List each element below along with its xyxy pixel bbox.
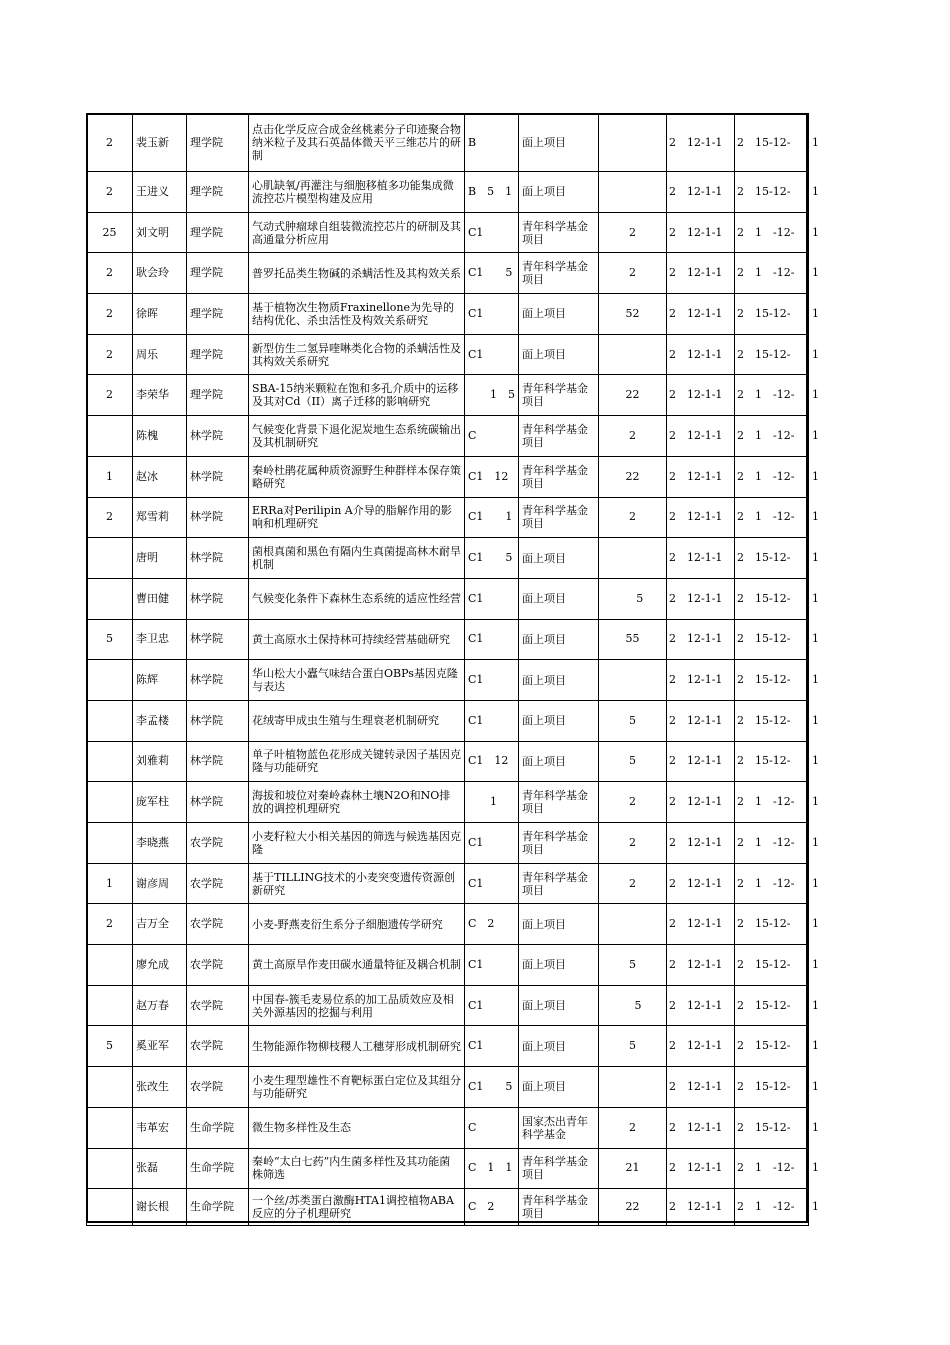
category-code: 1 [465, 782, 519, 823]
overflow-digit: 1 [812, 306, 819, 320]
applicant-name: 刘文明 [133, 212, 187, 253]
project-type: 面上项目 [519, 1067, 599, 1108]
funding-amount: 2 [599, 863, 667, 904]
project-title: SBA-15纳米颗粒在饱和多孔介质中的运移及其对Cd（II）离子迁移的影响研究 [249, 375, 465, 416]
start-date: 2 12-1-1 [667, 253, 735, 294]
funding-amount: 5 [599, 1026, 667, 1067]
overflow-digit: 1 [812, 835, 819, 849]
category-code: C1 [465, 1026, 519, 1067]
category-code: C1 [465, 700, 519, 741]
overflow-digit: 1 [812, 1200, 819, 1214]
overflow-digit: 1 [812, 998, 819, 1012]
applicant-name: 谢长根 [133, 1189, 187, 1226]
college-name: 理学院 [187, 294, 249, 335]
project-type: 青年科学基金项目 [519, 782, 599, 823]
project-type: 青年科学基金项目 [519, 456, 599, 497]
table-row [87, 114, 809, 172]
row-number [87, 782, 133, 823]
end-date: 2 1 -12- [735, 416, 809, 457]
overflow-digit: 1 [812, 795, 819, 809]
project-type: 青年科学基金项目 [519, 416, 599, 457]
college-name: 林学院 [187, 741, 249, 782]
applicant-name: 张改生 [133, 1067, 187, 1108]
project-title: ERRa对Perilipin A介导的脂解作用的影响和机理研究 [249, 497, 465, 538]
applicant-name: 裴玉新 [133, 114, 187, 172]
table-row [87, 294, 809, 335]
overflow-digit: 1 [812, 1161, 819, 1175]
row-number [87, 1067, 133, 1108]
overflow-digit: 1 [812, 917, 819, 931]
start-date: 2 12-1-1 [667, 1148, 735, 1189]
category-code: C1 [465, 823, 519, 864]
row-number [87, 1148, 133, 1189]
category-code: C 2 [465, 1189, 519, 1226]
row-number: 25 [87, 212, 133, 253]
funding-amount: 2 [599, 782, 667, 823]
overflow-digit: 1 [812, 632, 819, 646]
end-date: 2 15-12- [735, 660, 809, 701]
category-code: C1 12 [465, 456, 519, 497]
end-date: 2 1 -12- [735, 782, 809, 823]
start-date: 2 12-1-1 [667, 904, 735, 945]
applicant-name: 耿会玲 [133, 253, 187, 294]
funding-amount: 52 [599, 294, 667, 335]
project-table [86, 113, 809, 1226]
category-code: 1 5 [465, 375, 519, 416]
category-code: C1 1 [465, 497, 519, 538]
funding-amount [599, 538, 667, 579]
table-row [87, 1067, 809, 1108]
table-row [87, 945, 809, 986]
start-date: 2 12-1-1 [667, 1107, 735, 1148]
row-number [87, 700, 133, 741]
funding-amount [599, 660, 667, 701]
funding-amount: 2 [599, 212, 667, 253]
start-date: 2 12-1-1 [667, 945, 735, 986]
funding-amount: 5 [599, 985, 667, 1026]
overflow-digit: 1 [812, 1120, 819, 1134]
applicant-name: 韦革宏 [133, 1107, 187, 1148]
table-row [87, 1026, 809, 1067]
college-name: 理学院 [187, 334, 249, 375]
funding-amount [599, 172, 667, 213]
end-date: 2 1 -12- [735, 375, 809, 416]
row-number: 2 [87, 114, 133, 172]
category-code: C [465, 416, 519, 457]
funding-amount: 2 [599, 823, 667, 864]
funding-amount: 5 [599, 700, 667, 741]
overflow-digit: 1 [812, 388, 819, 402]
project-title: 气候变化条件下森林生态系统的适应性经营 [249, 578, 465, 619]
applicant-name: 陈槐 [133, 416, 187, 457]
applicant-name: 徐晖 [133, 294, 187, 335]
college-name: 林学院 [187, 700, 249, 741]
project-type: 面上项目 [519, 985, 599, 1026]
college-name: 林学院 [187, 660, 249, 701]
project-type: 面上项目 [519, 945, 599, 986]
overflow-digit: 1 [812, 957, 819, 971]
end-date: 2 15-12- [735, 741, 809, 782]
table-row [87, 1189, 809, 1226]
table-row [87, 416, 809, 457]
table-row [87, 1148, 809, 1189]
project-title: 黄土高原旱作麦田碳水通量特征及耦合机制 [249, 945, 465, 986]
project-title: 普罗托品类生物碱的杀螨活性及其构效关系 [249, 253, 465, 294]
category-code: C1 [465, 863, 519, 904]
table-row [87, 578, 809, 619]
project-title: 微生物多样性及生态 [249, 1107, 465, 1148]
college-name: 农学院 [187, 1067, 249, 1108]
applicant-name: 曹田健 [133, 578, 187, 619]
end-date: 2 15-12- [735, 114, 809, 172]
applicant-name: 李晓燕 [133, 823, 187, 864]
applicant-name: 赵万春 [133, 985, 187, 1026]
start-date: 2 12-1-1 [667, 172, 735, 213]
row-number [87, 741, 133, 782]
project-type: 国家杰出青年科学基金 [519, 1107, 599, 1148]
start-date: 2 12-1-1 [667, 1189, 735, 1226]
table-row [87, 700, 809, 741]
project-title: 小麦籽粒大小相关基因的筛选与候选基因克隆 [249, 823, 465, 864]
funding-amount [599, 114, 667, 172]
row-number: 5 [87, 619, 133, 660]
project-type: 青年科学基金项目 [519, 253, 599, 294]
end-date: 2 1 -12- [735, 863, 809, 904]
row-number [87, 945, 133, 986]
project-title: 单子叶植物蓝色花形成关键转录因子基因克隆与功能研究 [249, 741, 465, 782]
applicant-name: 谢彦周 [133, 863, 187, 904]
start-date: 2 12-1-1 [667, 334, 735, 375]
project-type: 面上项目 [519, 660, 599, 701]
row-number [87, 1107, 133, 1148]
college-name: 理学院 [187, 253, 249, 294]
start-date: 2 12-1-1 [667, 985, 735, 1026]
table-row [87, 253, 809, 294]
project-title: 小麦生理型雄性不育靶标蛋白定位及其组分与功能研究 [249, 1067, 465, 1108]
applicant-name: 周乐 [133, 334, 187, 375]
row-number: 2 [87, 253, 133, 294]
start-date: 2 12-1-1 [667, 1026, 735, 1067]
college-name: 农学院 [187, 1026, 249, 1067]
start-date: 2 12-1-1 [667, 497, 735, 538]
table-row [87, 456, 809, 497]
start-date: 2 12-1-1 [667, 863, 735, 904]
end-date: 2 15-12- [735, 904, 809, 945]
row-number: 2 [87, 375, 133, 416]
start-date: 2 12-1-1 [667, 782, 735, 823]
project-title: 生物能源作物柳枝稷人工穗芽形成机制研究 [249, 1026, 465, 1067]
project-title: 基于植物次生物质Fraxinellone为先导的结构优化、杀虫活性及构效关系研究 [249, 294, 465, 335]
end-date: 2 15-12- [735, 1026, 809, 1067]
start-date: 2 12-1-1 [667, 456, 735, 497]
row-number [87, 823, 133, 864]
funding-amount: 22 [599, 456, 667, 497]
table-row [87, 823, 809, 864]
category-code: C1 [465, 619, 519, 660]
start-date: 2 12-1-1 [667, 660, 735, 701]
funding-amount: 5 [599, 578, 667, 619]
college-name: 生命学院 [187, 1148, 249, 1189]
end-date: 2 15-12- [735, 172, 809, 213]
applicant-name: 郑雪莉 [133, 497, 187, 538]
applicant-name: 李孟楼 [133, 700, 187, 741]
project-type: 青年科学基金项目 [519, 375, 599, 416]
row-number [87, 1189, 133, 1226]
funding-amount: 21 [599, 1148, 667, 1189]
project-title: 菌根真菌和黑色有隔内生真菌提高林木耐旱机制 [249, 538, 465, 579]
table-row [87, 172, 809, 213]
project-type: 面上项目 [519, 741, 599, 782]
table-row [87, 497, 809, 538]
start-date: 2 12-1-1 [667, 375, 735, 416]
funding-amount: 2 [599, 416, 667, 457]
category-code: C1 5 [465, 253, 519, 294]
college-name: 林学院 [187, 619, 249, 660]
table-row [87, 619, 809, 660]
applicant-name: 庞军柱 [133, 782, 187, 823]
applicant-name: 陈辉 [133, 660, 187, 701]
category-code: C 2 [465, 904, 519, 945]
category-code: C1 [465, 985, 519, 1026]
end-date: 2 15-12- [735, 619, 809, 660]
project-type: 面上项目 [519, 700, 599, 741]
table-row [87, 985, 809, 1026]
category-code: C1 [465, 212, 519, 253]
start-date: 2 12-1-1 [667, 538, 735, 579]
funding-amount: 5 [599, 741, 667, 782]
college-name: 生命学院 [187, 1189, 249, 1226]
row-number: 2 [87, 172, 133, 213]
row-number: 2 [87, 294, 133, 335]
row-number: 2 [87, 497, 133, 538]
table-row [87, 782, 809, 823]
project-title: 一个丝/苏类蛋白激酶HTA1调控植物ABA反应的分子机理研究 [249, 1189, 465, 1226]
row-number [87, 985, 133, 1026]
college-name: 农学院 [187, 985, 249, 1026]
end-date: 2 1 -12- [735, 1148, 809, 1189]
project-type: 青年科学基金项目 [519, 863, 599, 904]
applicant-name: 唐明 [133, 538, 187, 579]
start-date: 2 12-1-1 [667, 823, 735, 864]
applicant-name: 刘雅莉 [133, 741, 187, 782]
project-title: 点击化学反应合成金丝桃素分子印迹聚合物纳米粒子及其石英晶体微天平三维芯片的研制 [249, 114, 465, 172]
overflow-digit: 1 [812, 428, 819, 442]
funding-amount: 22 [599, 375, 667, 416]
funding-amount: 2 [599, 253, 667, 294]
project-type: 青年科学基金项目 [519, 823, 599, 864]
start-date: 2 12-1-1 [667, 114, 735, 172]
row-number [87, 578, 133, 619]
college-name: 农学院 [187, 904, 249, 945]
project-title: 海拔和坡位对秦岭森林土壤N2O和NO排放的调控机理研究 [249, 782, 465, 823]
funding-amount: 2 [599, 497, 667, 538]
overflow-digit: 1 [812, 266, 819, 280]
row-number: 5 [87, 1026, 133, 1067]
start-date: 2 12-1-1 [667, 741, 735, 782]
start-date: 2 12-1-1 [667, 700, 735, 741]
category-code: C1 5 [465, 538, 519, 579]
end-date: 2 1 -12- [735, 456, 809, 497]
college-name: 林学院 [187, 538, 249, 579]
overflow-digit: 1 [812, 876, 819, 890]
table-row [87, 904, 809, 945]
end-date: 2 1 -12- [735, 253, 809, 294]
category-code: C1 [465, 945, 519, 986]
college-name: 农学院 [187, 823, 249, 864]
project-title: 新型仿生二氢异喹啉类化合物的杀螨活性及其构效关系研究 [249, 334, 465, 375]
applicant-name: 赵冰 [133, 456, 187, 497]
end-date: 2 15-12- [735, 578, 809, 619]
end-date: 2 15-12- [735, 985, 809, 1026]
project-type: 青年科学基金项目 [519, 1189, 599, 1226]
overflow-digit: 1 [812, 469, 819, 483]
table-row [87, 741, 809, 782]
row-number: 1 [87, 456, 133, 497]
project-type: 面上项目 [519, 1026, 599, 1067]
funding-amount [599, 334, 667, 375]
category-code: C [465, 1107, 519, 1148]
table-row [87, 212, 809, 253]
category-code: C1 [465, 660, 519, 701]
applicant-name: 李卫忠 [133, 619, 187, 660]
project-type: 面上项目 [519, 904, 599, 945]
project-title: 黄土高原水土保持林可持续经营基础研究 [249, 619, 465, 660]
start-date: 2 12-1-1 [667, 416, 735, 457]
funding-amount [599, 904, 667, 945]
table-row [87, 375, 809, 416]
overflow-digit: 1 [812, 184, 819, 198]
overflow-digit: 1 [812, 347, 819, 361]
category-code: C1 12 [465, 741, 519, 782]
applicant-name: 奚亚军 [133, 1026, 187, 1067]
college-name: 理学院 [187, 114, 249, 172]
end-date: 2 1 -12- [735, 497, 809, 538]
category-code: C1 [465, 334, 519, 375]
end-date: 2 15-12- [735, 1067, 809, 1108]
row-number [87, 538, 133, 579]
table-row [87, 334, 809, 375]
category-code: B 5 1 [465, 172, 519, 213]
project-type: 面上项目 [519, 538, 599, 579]
overflow-digit: 1 [812, 225, 819, 239]
project-type: 面上项目 [519, 172, 599, 213]
end-date: 2 1 -12- [735, 1189, 809, 1226]
overflow-digit: 1 [812, 1079, 819, 1093]
applicant-name: 王进义 [133, 172, 187, 213]
row-number [87, 416, 133, 457]
project-type: 面上项目 [519, 619, 599, 660]
project-title: 小麦-野燕麦衍生系分子细胞遗传学研究 [249, 904, 465, 945]
college-name: 农学院 [187, 863, 249, 904]
category-code: C1 [465, 578, 519, 619]
table-row [87, 1107, 809, 1148]
row-number: 2 [87, 904, 133, 945]
applicant-name: 廖允成 [133, 945, 187, 986]
project-type: 面上项目 [519, 114, 599, 172]
college-name: 林学院 [187, 782, 249, 823]
start-date: 2 12-1-1 [667, 578, 735, 619]
category-code: B [465, 114, 519, 172]
end-date: 2 15-12- [735, 538, 809, 579]
funding-amount: 22 [599, 1189, 667, 1226]
funding-amount: 55 [599, 619, 667, 660]
overflow-digit: 1 [812, 591, 819, 605]
project-type: 青年科学基金项目 [519, 497, 599, 538]
overflow-digit: 1 [812, 1039, 819, 1053]
end-date: 2 15-12- [735, 1107, 809, 1148]
overflow-digit: 1 [812, 754, 819, 768]
overflow-digit: 1 [812, 510, 819, 524]
category-code: C1 5 [465, 1067, 519, 1108]
applicant-name: 李荣华 [133, 375, 187, 416]
start-date: 2 12-1-1 [667, 619, 735, 660]
end-date: 2 1 -12- [735, 823, 809, 864]
college-name: 理学院 [187, 375, 249, 416]
overflow-digit: 1 [812, 551, 819, 565]
project-type: 面上项目 [519, 294, 599, 335]
start-date: 2 12-1-1 [667, 212, 735, 253]
end-date: 2 15-12- [735, 334, 809, 375]
project-type: 青年科学基金项目 [519, 212, 599, 253]
project-title: 秦岭“太白七药”内生菌多样性及其功能菌株筛选 [249, 1148, 465, 1189]
category-code: C1 [465, 294, 519, 335]
college-name: 林学院 [187, 416, 249, 457]
project-title: 气候变化背景下退化泥炭地生态系统碳输出及其机制研究 [249, 416, 465, 457]
overflow-digit: 1 [812, 713, 819, 727]
project-title: 气动式肿瘤球自组装微流控芯片的研制及其高通量分析应用 [249, 212, 465, 253]
end-date: 2 15-12- [735, 700, 809, 741]
project-title: 基于TILLING技术的小麦突变遗传资源创新研究 [249, 863, 465, 904]
college-name: 生命学院 [187, 1107, 249, 1148]
project-title: 秦岭杜鹃花属种质资源野生种群样本保存策略研究 [249, 456, 465, 497]
college-name: 农学院 [187, 945, 249, 986]
funding-amount [599, 1067, 667, 1108]
project-type: 面上项目 [519, 578, 599, 619]
start-date: 2 12-1-1 [667, 294, 735, 335]
applicant-name: 吉万全 [133, 904, 187, 945]
project-title: 花绒寄甲成虫生殖与生理衰老机制研究 [249, 700, 465, 741]
project-title: 华山松大小蠹气味结合蛋白OBPs基因克隆与表达 [249, 660, 465, 701]
row-number [87, 660, 133, 701]
college-name: 林学院 [187, 497, 249, 538]
project-type: 面上项目 [519, 334, 599, 375]
college-name: 林学院 [187, 456, 249, 497]
row-number: 2 [87, 334, 133, 375]
overflow-digit: 1 [812, 135, 819, 149]
end-date: 2 15-12- [735, 945, 809, 986]
funding-amount: 2 [599, 1107, 667, 1148]
college-name: 林学院 [187, 578, 249, 619]
overflow-digit: 1 [812, 673, 819, 687]
table-row [87, 538, 809, 579]
funding-amount: 5 [599, 945, 667, 986]
end-date: 2 15-12- [735, 294, 809, 335]
college-name: 理学院 [187, 172, 249, 213]
project-type: 青年科学基金项目 [519, 1148, 599, 1189]
project-title: 心肌缺氧/再灌注与细胞移植多功能集成微流控芯片模型构建及应用 [249, 172, 465, 213]
end-date: 2 1 -12- [735, 212, 809, 253]
table-row [87, 660, 809, 701]
table-row [87, 863, 809, 904]
project-title: 中国春-簇毛麦易位系的加工品质效应及相关外源基因的挖掘与利用 [249, 985, 465, 1026]
college-name: 理学院 [187, 212, 249, 253]
applicant-name: 张磊 [133, 1148, 187, 1189]
row-number: 1 [87, 863, 133, 904]
start-date: 2 12-1-1 [667, 1067, 735, 1108]
category-code: C 1 1 [465, 1148, 519, 1189]
